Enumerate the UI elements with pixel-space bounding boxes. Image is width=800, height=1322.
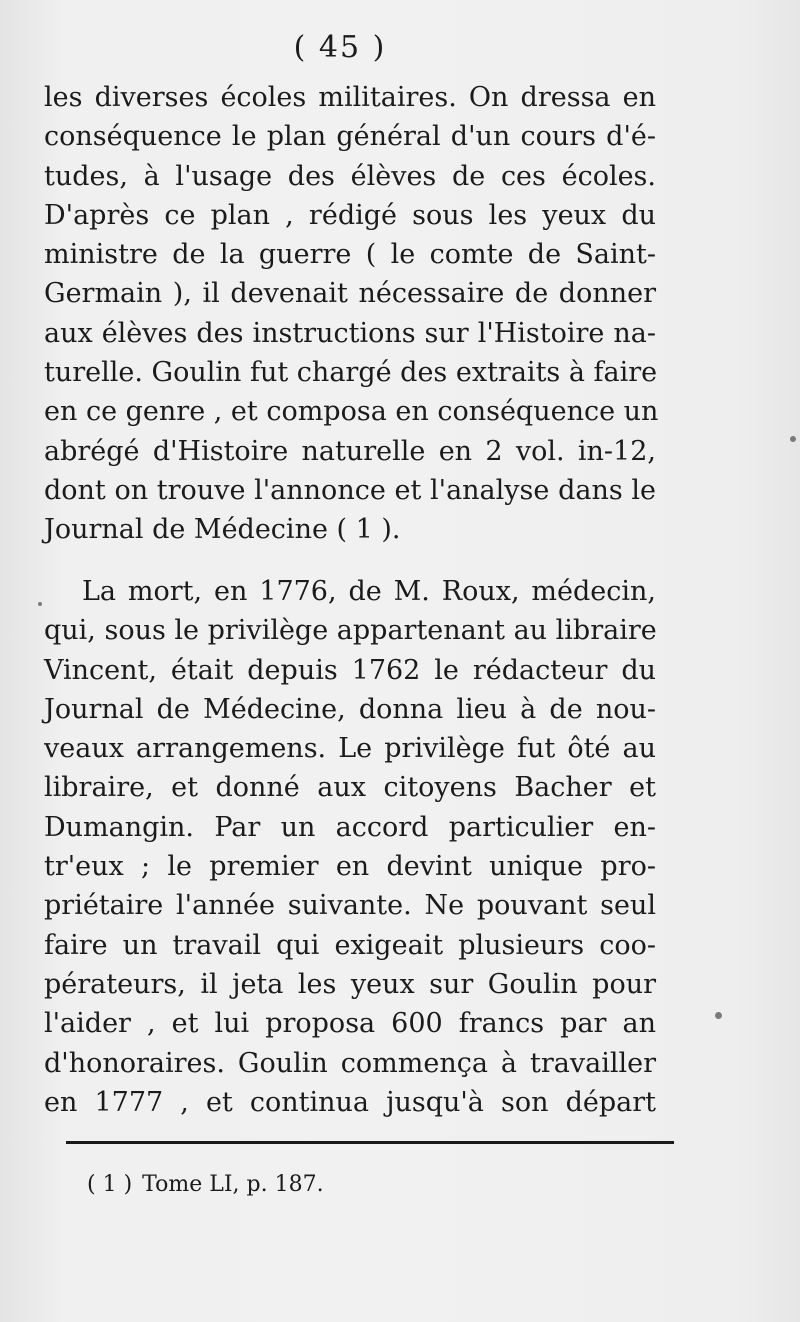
text-line: D'après ce plan , rédigé sous les yeux du	[44, 199, 656, 231]
text-line: faire un travail qui exigeait plusieurs coo-	[44, 929, 656, 961]
paper-speck	[790, 436, 796, 442]
text-line: aux élèves des instructions sur l'Histoire na-	[44, 317, 656, 349]
text-line: en ce genre , et composa en conséquence un	[44, 396, 659, 428]
text-line: Journal de Médecine, donna lieu à de nou-	[44, 693, 656, 725]
text-line: l'aider , et lui proposa 600 francs par an	[44, 1008, 656, 1040]
footnote-divider	[66, 1141, 674, 1144]
text-line: tudes, à l'usage des élèves de ces écoles.	[44, 160, 656, 192]
text-line: Vincent, était depuis 1762 le rédacteur du	[44, 654, 656, 686]
paper-speck	[715, 1012, 722, 1019]
text-line: les diverses écoles militaires. On dressa en	[44, 82, 656, 113]
text-line: ministre de la guerre ( le comte de Saint-	[44, 239, 656, 271]
text-line: libraire, et donné aux citoyens Bacher et	[44, 772, 656, 804]
text-line: tr'eux ; le premier en devint unique pro-	[44, 851, 656, 883]
paragraph-2	[44, 572, 656, 1122]
text-line: en 1777 , et continua jusqu'à son départ	[44, 1086, 656, 1118]
text-line: priétaire l'année suivante. Ne pouvant seul	[44, 890, 656, 922]
footnote	[87, 1172, 324, 1197]
text-line: La mort, en 1776, de M. Roux, médecin,	[82, 576, 656, 607]
text-line: turelle. Goulin fut chargé des extraits à faire	[44, 357, 658, 389]
text-line: Dumangin. Par un accord particulier en-	[44, 811, 656, 843]
text-line: pérateurs, il jeta les yeux sur Goulin pour	[44, 968, 656, 1000]
page-number: ( 45 )	[293, 30, 387, 65]
footnote-marker: ( 1 )	[87, 1172, 133, 1197]
paper-speck	[38, 602, 42, 606]
text-line: Journal de Médecine ( 1 ).	[44, 514, 401, 546]
text-line: abrégé d'Histoire naturelle en 2 vol. in-12,	[44, 435, 656, 467]
paragraph-1	[44, 78, 659, 550]
text-line: qui, sous le privilège appartenant au libraire	[44, 615, 657, 647]
text-line: veaux arrangemens. Le privilège fut ôté au	[44, 733, 656, 765]
text-line: Germain ), il devenait nécessaire de donner	[44, 278, 656, 310]
text-line: dont on trouve l'annonce et l'analyse dans le	[44, 474, 656, 506]
text-line: d'honoraires. Goulin commença à travailler	[44, 1047, 656, 1079]
text-line: conséquence le plan général d'un cours d'é-	[44, 121, 656, 153]
footnote-text: Tome LI, p. 187.	[142, 1172, 324, 1197]
